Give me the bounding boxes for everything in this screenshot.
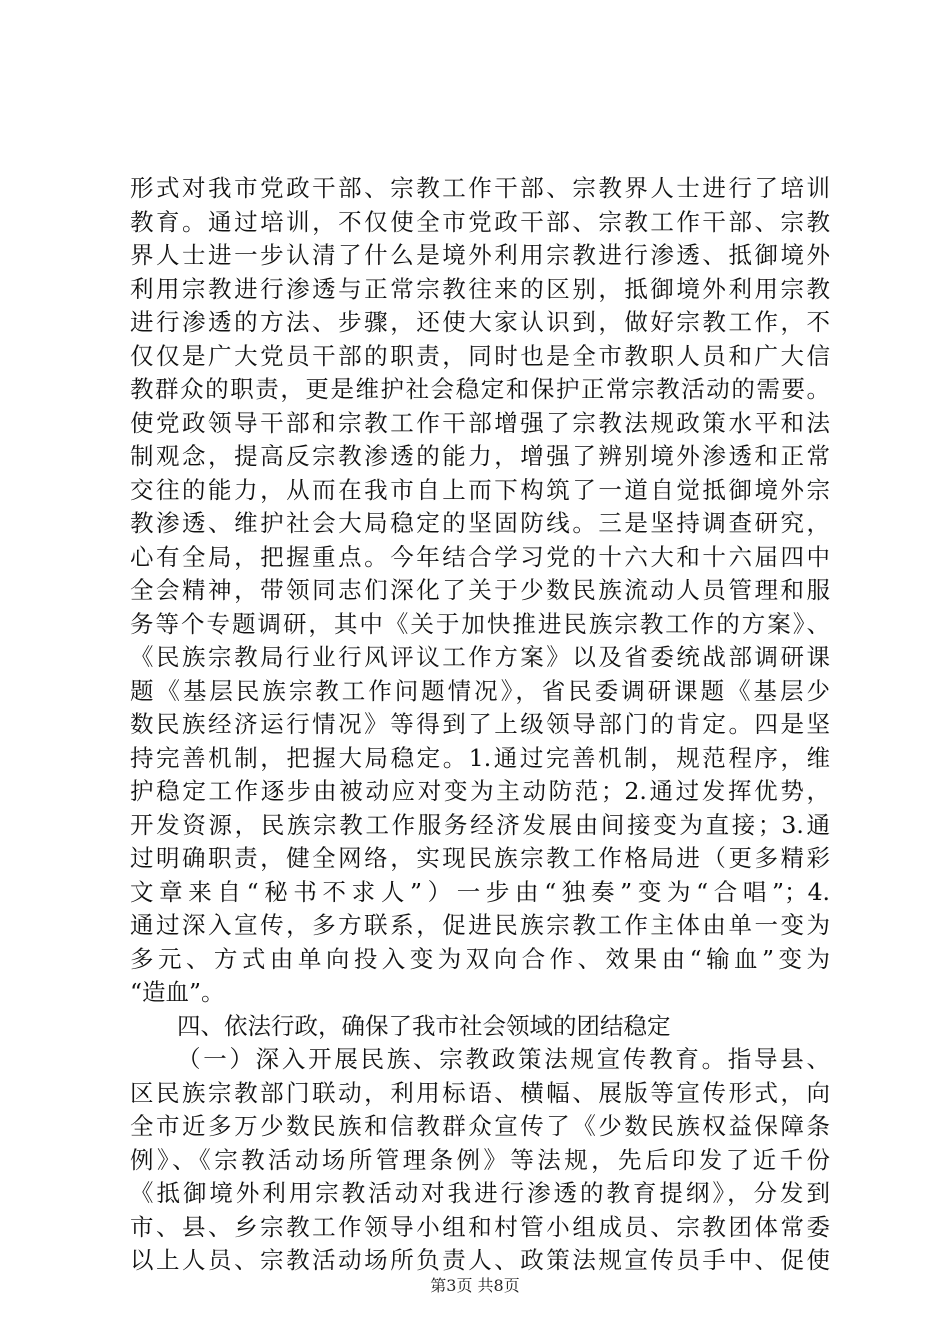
text-line: 区民族宗教部门联动，利用标语、横幅、展版等宣传形式，向: [130, 1078, 830, 1107]
text-line: 务等个专题调研，其中《关于加快推进民族宗教工作的方案》、: [130, 609, 830, 638]
text-line: 市、县、乡宗教工作领导小组和村管小组成员、宗教团体常委: [130, 1212, 830, 1241]
text-line: 过明确职责，健全网络，实现民族宗教工作格局进（更多精彩: [130, 844, 830, 872]
text-line: 交往的能力，从而在我市自上而下构筑了一道自觉抵御境外宗: [130, 475, 830, 504]
section-heading: 四、依法行政，确保了我市社会领域的团结稳定: [177, 1011, 671, 1040]
text-line: 数民族经济运行情况》等得到了上级领导部门的肯定。四是坚: [130, 710, 830, 738]
text-line: 例》、《宗教活动场所管理条例》等法规，先后印发了近千份: [130, 1145, 830, 1174]
text-line: 多元、方式由单向投入变为双向合作、效果由“输血”变为: [130, 944, 830, 973]
text-line: （一）深入开展民族、宗教政策法规宣传教育。指导县、: [177, 1045, 830, 1073]
text-line: 仅仅是广大党员干部的职责，同时也是全市教职人员和广大信: [130, 341, 830, 370]
text-line: 制观念，提高反宗教渗透的能力，增强了辨别境外渗透和正常: [130, 442, 830, 470]
text-line: 使党政领导干部和宗教工作干部增强了宗教法规政策水平和法: [130, 408, 830, 437]
body-text: [130, 172, 830, 1278]
text-line: “造血”。: [130, 978, 225, 1006]
text-line: 利用宗教进行渗透与正常宗教往来的区别，抵御境外利用宗教: [130, 274, 830, 303]
page-footer: 第3页 共8页: [430, 1276, 520, 1295]
text-line: 形式对我市党政干部、宗教工作干部、宗教界人士进行了培训: [130, 174, 830, 202]
text-line: 《抵御境外利用宗教活动对我进行渗透的教育提纲》，分发到: [130, 1179, 830, 1207]
text-line: 界人士进一步认清了什么是境外利用宗教进行渗透、抵御境外: [130, 241, 830, 269]
text-line: 进行渗透的方法、步骤，还使大家认识到，做好宗教工作，不: [130, 308, 830, 336]
text-line: 教群众的职责，更是维护社会稳定和保护正常宗教活动的需要。: [130, 375, 830, 403]
text-line: 题《基层民族宗教工作问题情况》，省民委调研课题《基层少: [130, 676, 830, 705]
text-line: 全会精神，带领同志们深化了关于少数民族流动人员管理和服: [130, 576, 830, 604]
text-line: 持完善机制，把握大局稳定。1.通过完善机制，规范程序，维: [130, 743, 830, 772]
text-line: 以上人员、宗教活动场所负责人、政策法规宣传员手中、促使: [130, 1246, 830, 1274]
text-line: 心有全局，把握重点。今年结合学习党的十六大和十六届四中: [130, 542, 830, 571]
text-line: 教育。通过培训，不仅使全市党政干部、宗教工作干部、宗教: [130, 207, 830, 236]
text-line: 全市近多万少数民族和信教群众宣传了《少数民族权益保障条: [130, 1112, 830, 1140]
text-line: 教渗透、维护社会大局稳定的坚固防线。三是坚持调查研究，: [130, 509, 830, 537]
text-line: 护稳定工作逐步由被动应对变为主动防范；2.通过发挥优势，: [130, 777, 830, 805]
text-line: 开发资源，民族宗教工作服务经济发展由间接变为直接；3.通: [130, 810, 830, 839]
text-line: 《民族宗教局行业行风评议工作方案》以及省委统战部调研课: [130, 643, 830, 671]
text-line: 文章来自“秘书不求人”）一步由“独奏”变为“合唱”；4.: [130, 877, 830, 906]
text-line: 通过深入宣传，多方联系，促进民族宗教工作主体由单一变为: [130, 911, 830, 939]
